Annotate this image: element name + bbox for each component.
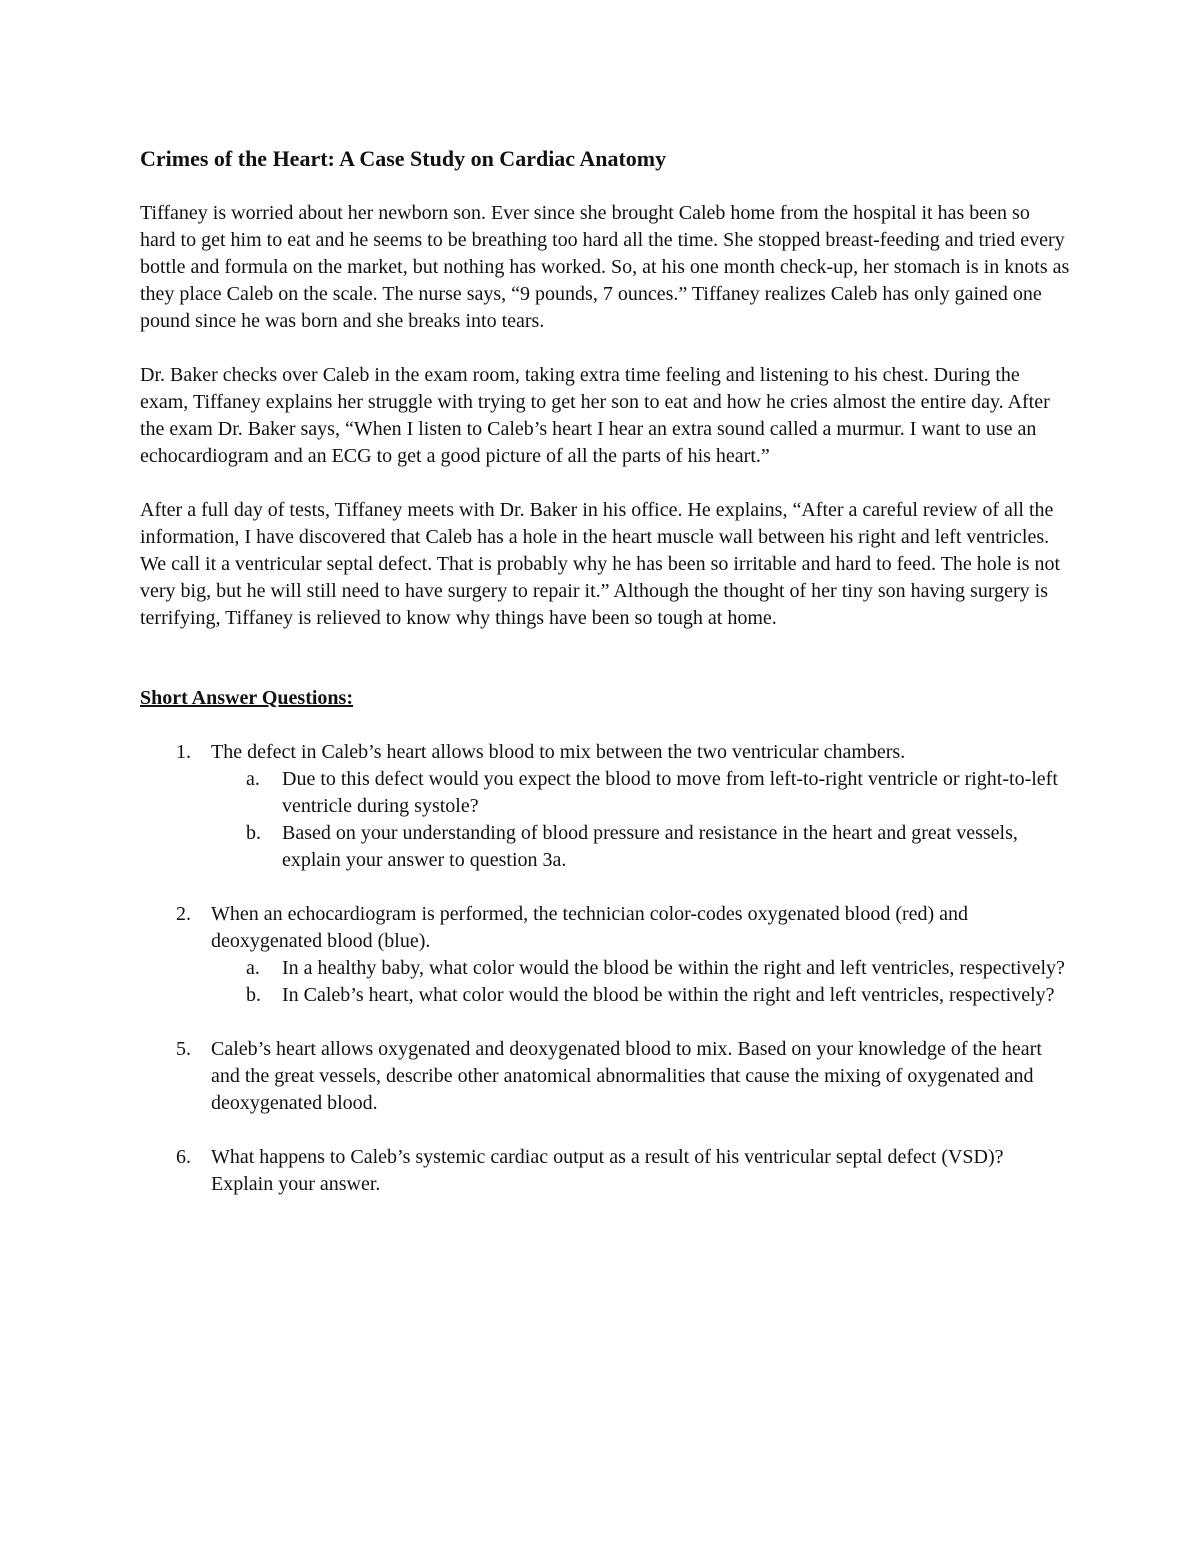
question-number: 1. [176, 741, 191, 763]
question-item [140, 1144, 1070, 1198]
question-text: What happens to Caleb’s systemic cardiac output as a result of his ventricular septal defect (VSD)? Explain your answer. [211, 1146, 1004, 1195]
question-text: The defect in Caleb’s heart allows blood to mix between the two ventricular chambers. [211, 741, 906, 763]
sub-question-list [211, 955, 1070, 1009]
sub-question-letter: b. [246, 984, 261, 1006]
questions-list [140, 739, 1070, 1198]
question-item [140, 901, 1070, 1009]
sub-question-item [211, 820, 1070, 874]
sub-question-item [211, 766, 1070, 820]
question-number: 5. [176, 1038, 191, 1060]
sub-question-text: In a healthy baby, what color would the blood be within the right and left ventricles, respectively? [282, 957, 1065, 979]
question-text: Caleb’s heart allows oxygenated and deoxygenated blood to mix. Based on your knowledge of the heart and the great vessels, describe other anatomical abnormalities that cause the mixing of oxygenated and deoxygenated blood. [211, 1038, 1042, 1114]
document-title: Crimes of the Heart: A Case Study on Cardiac Anatomy [140, 146, 667, 171]
document-page [140, 143, 1070, 1225]
sub-question-text: Based on your understanding of blood pressure and resistance in the heart and great vessels, explain your answer to question 3a. [282, 822, 1018, 871]
question-item [140, 739, 1070, 874]
questions-heading: Short Answer Questions: [140, 687, 353, 709]
sub-question-text: In Caleb’s heart, what color would the blood be within the right and left ventricles, respectively? [282, 984, 1055, 1006]
question-number: 6. [176, 1146, 191, 1168]
sub-question-item [211, 982, 1070, 1009]
question-text: When an echocardiogram is performed, the technician color-codes oxygenated blood (red) and deoxygenated blood (blue). [211, 903, 969, 952]
sub-question-list [211, 766, 1070, 874]
sub-question-letter: a. [246, 957, 260, 979]
sub-question-text: Due to this defect would you expect the blood to move from left-to-right ventricle or right-to-left ventricle during systole? [282, 768, 1058, 817]
sub-question-letter: a. [246, 768, 260, 790]
question-number: 2. [176, 903, 191, 925]
sub-question-letter: b. [246, 822, 261, 844]
sub-question-item [211, 955, 1070, 982]
case-paragraph-3: After a full day of tests, Tiffaney meets with Dr. Baker in his office. He explains, “After a careful review of all the information, I have discovered that Caleb has a hole in the heart muscle wall between his right and left ventricles. We call it a ventricular septal defect. That is probably why he has been so irritable and hard to feed. The hole is not very big, but he will still need to have surgery to repair it.” Although the thought of her tiny son having surgery is terrifying, Tiffaney is relieved to know why things have been so tough at home. [140, 499, 1061, 629]
case-paragraph-1: Tiffaney is worried about her newborn son. Ever since she brought Caleb home from the hospital it has been so hard to get him to eat and he seems to be breathing too hard all the time. She stopped breast-feeding and tried every bottle and formula on the market, but nothing has worked. So, at his one month check-up, her stomach is in knots as they place Caleb on the scale. The nurse says, “9 pounds, 7 ounces.” Tiffaney realizes Caleb has only gained one pound since he was born and she breaks into tears. [140, 202, 1070, 332]
case-paragraph-2: Dr. Baker checks over Caleb in the exam room, taking extra time feeling and listening to his chest. During the exam, Tiffaney explains her struggle with trying to get her son to eat and how he cries almost the entire day. After the exam Dr. Baker says, “When I listen to Caleb’s heart I hear an extra sound called a murmur. I want to use an echocardiogram and an ECG to get a good picture of all the parts of his heart.” [140, 364, 1050, 467]
question-item [140, 1036, 1070, 1117]
